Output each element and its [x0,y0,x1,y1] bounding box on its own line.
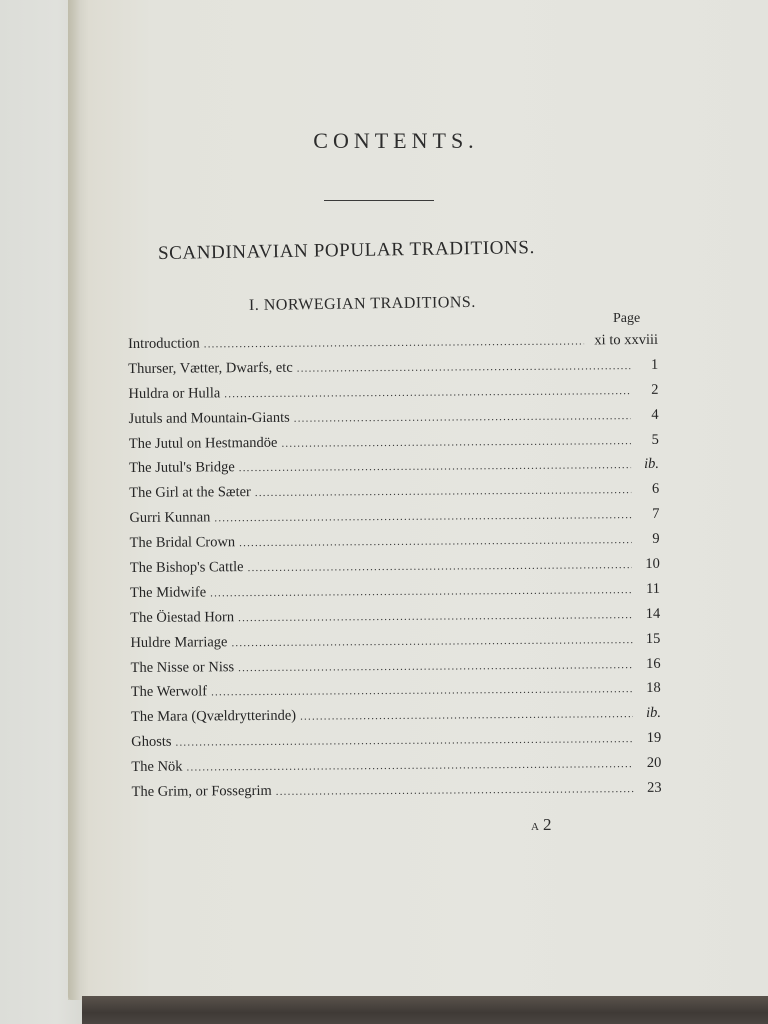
toc-entry-title: The Jutul on Hestmandöe [128,434,278,452]
subsection-heading: I. NORWEGIAN TRADITIONS. [248,293,476,314]
dot-leader [210,584,632,599]
toc-entry-page: 11 [645,580,661,597]
dot-leader [231,634,632,649]
dot-leader [175,733,633,749]
toc-entry-page: 10 [645,555,660,572]
toc-entry-page: 23 [647,779,662,796]
toc-entry-page: 18 [646,680,661,697]
toc-entry-title: The Bishop's Cattle [129,559,244,577]
dot-leader [238,659,633,674]
contents-heading: CONTENTS. [313,128,479,153]
section-heading: SCANDINAVIAN POPULAR TRADITIONS. [157,237,536,264]
toc-entry-title: The Nök [131,758,183,776]
dot-leader [297,360,631,375]
toc-entry-page: 6 [651,481,660,498]
toc-entry-page: 1 [650,356,659,373]
toc-entry-title: The Midwife [129,584,207,601]
toc-entry-title: The Girl at the Sæter [129,484,251,502]
toc-entry-title: Huldra or Hulla [128,385,221,402]
dot-leader [239,460,631,475]
toc-entry-title: The Bridal Crown [129,534,236,552]
toc-entry-page: 9 [652,530,660,548]
dot-leader [248,559,632,574]
toc-entry-page: xi to xxviii [594,331,659,349]
signature-number: 2 [542,815,552,834]
dot-leader [214,509,631,524]
toc-entry [132,780,662,809]
table-of-contents [128,332,662,809]
dot-leader [186,758,633,774]
dot-leader [238,609,632,624]
toc-entry-title: The Nisse or Niss [130,658,235,676]
toc-entry-title: Ghosts [131,733,172,751]
page-bottom-shadow [82,996,768,1024]
dot-leader [204,335,585,350]
toc-entry-title: Introduction [128,335,200,352]
toc-entry-page: 5 [651,431,659,448]
dot-leader [239,534,632,549]
toc-entry-title: The Grim, or Fossegrim [131,782,272,801]
dot-leader [255,484,631,499]
toc-entry-page: 4 [651,406,659,423]
dot-leader [300,708,633,723]
toc-entry-title: Jutuls and Mountain-Giants [128,409,290,427]
toc-entry-page: 2 [651,381,659,398]
page-title [0,128,768,154]
dot-leader [294,410,631,425]
toc-entry-title: The Jutul's Bridge [128,459,235,477]
dot-leader [224,385,630,400]
toc-entry-page: 14 [645,605,661,622]
dot-leader [211,684,633,699]
signature-letter: A [531,821,539,833]
dot-leader [281,435,630,450]
toc-entry-page: ib. [644,456,660,473]
toc-entry-title: Gurri Kunnan [129,509,211,527]
dot-leader [276,783,634,798]
page-column-label: Page [613,311,641,326]
toc-entry-page: 19 [646,730,662,747]
toc-entry-title: The Werwolf [130,683,208,701]
toc-entry-page: ib. [646,705,662,722]
toc-entry-title: The Mara (Qvældrytterinde) [130,708,297,726]
toc-entry-page: 20 [646,754,662,772]
toc-entry-page: 16 [646,655,661,672]
toc-entry-title: The Öiestad Horn [130,608,235,626]
toc-entry-title: Thurser, Vætter, Dwarfs, etc [128,359,293,377]
toc-entry-page: 7 [652,506,660,523]
decorative-rule [324,200,434,201]
toc-entry-page: 15 [645,630,661,647]
toc-entry-title: Huldre Marriage [130,633,228,651]
printer-signature-mark [531,815,551,835]
